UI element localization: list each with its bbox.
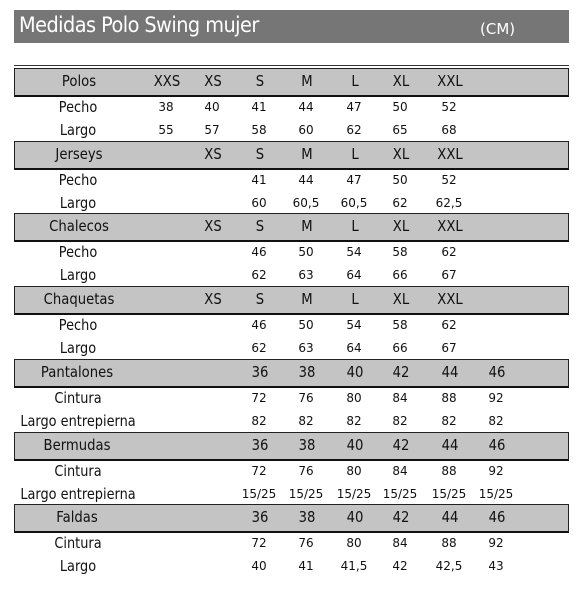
size-header: XS (204, 290, 222, 308)
section-header (14, 432, 569, 461)
row-label: Cintura (54, 462, 102, 480)
size-header: S (255, 145, 265, 163)
section-header (14, 68, 569, 97)
section-title: Chalecos (49, 217, 109, 235)
table-cell: 65 (392, 123, 408, 137)
section-title: Polos (61, 72, 97, 90)
size-header: 40 (346, 436, 364, 454)
section-jerseys (14, 141, 569, 216)
table-cell: 64 (346, 341, 362, 355)
table-cell: 15/25 (382, 487, 418, 501)
section-header (14, 359, 569, 388)
section-title: Jerseys (55, 145, 103, 163)
table-cell: 62,5 (435, 196, 463, 210)
table-cell: 42 (392, 559, 408, 573)
table-cell: 52 (441, 173, 457, 187)
table-cell: 46 (251, 245, 267, 259)
table-cell: 50 (298, 318, 314, 332)
table-cell: 38 (158, 100, 174, 114)
size-header: XL (392, 217, 410, 235)
size-header: XS (204, 72, 222, 90)
row-label: Cintura (54, 534, 102, 552)
row-label: Largo (59, 339, 97, 357)
row-label: Pecho (58, 316, 98, 334)
page-title: Medidas Polo Swing mujer (19, 13, 259, 37)
section-bermudas (14, 432, 569, 507)
table-cell: 47 (346, 173, 362, 187)
table-cell: 63 (298, 268, 314, 282)
table-row (14, 388, 569, 411)
table-cell: 67 (441, 268, 457, 282)
table-cell: 40 (204, 100, 220, 114)
table-cell: 60 (251, 196, 267, 210)
row-label: Largo entrepierna (20, 412, 136, 430)
table-cell: 44 (298, 173, 314, 187)
size-header: 40 (346, 508, 364, 526)
table-cell: 41,5 (340, 559, 368, 573)
size-header: 44 (441, 436, 459, 454)
table-cell: 41 (298, 559, 314, 573)
table-cell: 40 (251, 559, 267, 573)
size-header: XL (392, 145, 410, 163)
section-chaquetas (14, 286, 569, 361)
size-header: S (255, 290, 265, 308)
section-title: Chaquetas (43, 290, 115, 308)
size-header: XS (204, 217, 222, 235)
size-header: 36 (251, 363, 269, 381)
size-header: S (255, 72, 265, 90)
size-header: 42 (392, 508, 410, 526)
table-cell: 43 (488, 559, 504, 573)
table-row (14, 242, 569, 265)
table-cell: 15/25 (241, 487, 277, 501)
table-cell: 60,5 (292, 196, 320, 210)
size-header: 46 (488, 436, 506, 454)
table-cell: 62 (346, 123, 362, 137)
table-cell: 84 (392, 464, 408, 478)
table-cell: 62 (441, 318, 457, 332)
section-faldas (14, 504, 569, 579)
table-cell: 82 (346, 414, 362, 428)
table-cell: 82 (488, 414, 504, 428)
size-header: 44 (441, 363, 459, 381)
size-header: XXL (437, 145, 463, 163)
table-cell: 92 (488, 536, 504, 550)
table-row (14, 533, 569, 556)
section-polos (14, 68, 569, 143)
table-cell: 58 (392, 318, 408, 332)
unit-label: (CM) (480, 20, 516, 38)
table-cell: 54 (346, 318, 362, 332)
table-cell: 72 (251, 536, 267, 550)
table-cell: 57 (204, 123, 220, 137)
table-cell: 82 (392, 414, 408, 428)
size-header: 38 (298, 363, 316, 381)
size-header: XS (204, 145, 222, 163)
size-header: XXS (153, 72, 181, 90)
table-cell: 88 (441, 536, 457, 550)
table-cell: 84 (392, 536, 408, 550)
table-cell: 60,5 (340, 196, 368, 210)
size-header: M (301, 290, 313, 308)
size-header: 42 (392, 363, 410, 381)
table-row (14, 315, 569, 338)
row-label: Largo (59, 194, 97, 212)
table-cell: 62 (441, 245, 457, 259)
row-label: Pecho (58, 243, 98, 261)
size-header: 38 (298, 436, 316, 454)
size-header: 36 (251, 508, 269, 526)
table-row (14, 461, 569, 484)
table-cell: 88 (441, 391, 457, 405)
table-cell: 50 (392, 100, 408, 114)
table-cell: 80 (346, 391, 362, 405)
section-chalecos (14, 213, 569, 288)
section-header (14, 286, 569, 315)
table-cell: 82 (441, 414, 457, 428)
table-cell: 92 (488, 464, 504, 478)
table-cell: 15/25 (336, 487, 372, 501)
row-label: Largo (59, 266, 97, 284)
table-cell: 72 (251, 391, 267, 405)
table-cell: 76 (298, 464, 314, 478)
table-cell: 55 (158, 123, 174, 137)
table-cell: 54 (346, 245, 362, 259)
size-header: XL (392, 72, 410, 90)
size-header: XXL (437, 217, 463, 235)
table-cell: 80 (346, 536, 362, 550)
size-header: 44 (441, 508, 459, 526)
table-cell: 46 (251, 318, 267, 332)
row-label: Largo (59, 557, 97, 575)
table-cell: 66 (392, 268, 408, 282)
size-header: L (351, 290, 359, 308)
table-cell: 62 (392, 196, 408, 210)
table-cell: 50 (298, 245, 314, 259)
size-header: L (351, 145, 359, 163)
table-cell: 64 (346, 268, 362, 282)
table-cell: 41 (251, 100, 267, 114)
section-header (14, 213, 569, 242)
section-title: Pantalones (40, 363, 114, 381)
section-header (14, 504, 569, 533)
table-cell: 66 (392, 341, 408, 355)
table-cell: 82 (251, 414, 267, 428)
size-header: XXL (437, 72, 463, 90)
table-cell: 76 (298, 536, 314, 550)
section-header (14, 141, 569, 170)
table-row (14, 556, 569, 579)
table-cell: 60 (298, 123, 314, 137)
row-label: Largo (59, 121, 97, 139)
table-cell: 58 (392, 245, 408, 259)
table-cell: 15/25 (288, 487, 324, 501)
section-title: Bermudas (43, 436, 111, 454)
table-cell: 15/25 (478, 487, 514, 501)
table-row (14, 170, 569, 193)
table-cell: 82 (298, 414, 314, 428)
row-label: Cintura (54, 389, 102, 407)
table-row (14, 120, 569, 143)
table-cell: 42,5 (435, 559, 463, 573)
row-label: Pecho (58, 98, 98, 116)
size-header: 46 (488, 508, 506, 526)
size-header: XXL (437, 290, 463, 308)
table-cell: 47 (346, 100, 362, 114)
size-header: 46 (488, 363, 506, 381)
table-cell: 44 (298, 100, 314, 114)
table-cell: 41 (251, 173, 267, 187)
size-header: L (351, 217, 359, 235)
table-cell: 72 (251, 464, 267, 478)
table-row (14, 411, 569, 434)
title-bar (14, 10, 569, 43)
table-cell: 50 (392, 173, 408, 187)
row-label: Pecho (58, 171, 98, 189)
size-header: L (351, 72, 359, 90)
size-header: S (255, 217, 265, 235)
table-cell: 63 (298, 341, 314, 355)
size-header: M (301, 145, 313, 163)
section-title: Faldas (56, 508, 98, 526)
table-cell: 62 (251, 268, 267, 282)
table-cell: 88 (441, 464, 457, 478)
size-header: XL (392, 290, 410, 308)
table-cell: 67 (441, 341, 457, 355)
table-cell: 58 (251, 123, 267, 137)
table-cell: 15/25 (431, 487, 467, 501)
size-header: M (301, 217, 313, 235)
table-cell: 80 (346, 464, 362, 478)
table-row (14, 338, 569, 361)
table-cell: 92 (488, 391, 504, 405)
table-cell: 84 (392, 391, 408, 405)
table-row (14, 97, 569, 120)
table-cell: 62 (251, 341, 267, 355)
row-label: Largo entrepierna (20, 485, 136, 503)
table-cell: 68 (441, 123, 457, 137)
table-cell: 76 (298, 391, 314, 405)
section-pantalones (14, 359, 569, 434)
table-top-border (14, 65, 569, 66)
table-cell: 52 (441, 100, 457, 114)
size-header: 40 (346, 363, 364, 381)
size-header: M (301, 72, 313, 90)
table-row (14, 265, 569, 288)
size-header: 42 (392, 436, 410, 454)
size-header: 38 (298, 508, 316, 526)
size-header: 36 (251, 436, 269, 454)
